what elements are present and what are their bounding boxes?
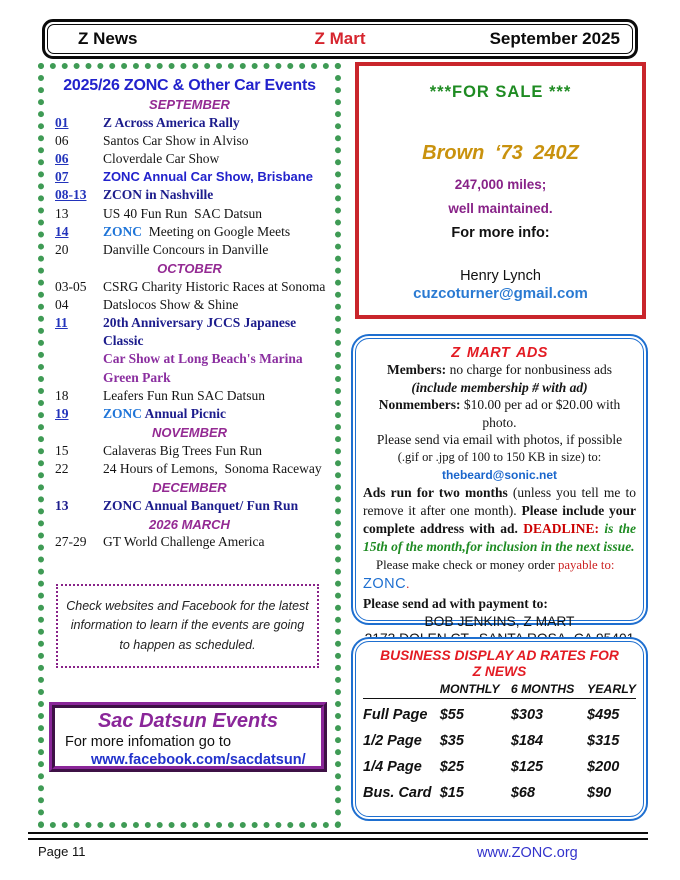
ad-rate-value: $184: [510, 732, 544, 749]
event-row: [44, 168, 335, 186]
page-number: Page 11: [38, 844, 86, 859]
event-date: 13: [55, 205, 69, 221]
event-text: Z Across America Rally: [103, 114, 240, 130]
for-sale-car: Brown ‘73 240Z: [422, 142, 579, 164]
event-row: [44, 150, 335, 168]
ad-rates-box: [351, 637, 648, 821]
event-row: [44, 533, 335, 551]
event-date: 18: [55, 387, 69, 403]
event-date[interactable]: 14: [55, 223, 69, 239]
ad-rates-table: [363, 681, 636, 803]
ad-rate-label: Full Page: [363, 707, 428, 723]
event-row: [44, 497, 335, 515]
ad-rates-column-header: YEARLY: [587, 681, 636, 699]
zmart-ads-line: (.gif or .jpg of 100 to 150 KB in size) to:: [397, 449, 602, 464]
event-date[interactable]: 19: [55, 406, 69, 422]
zmart-ads-lines: [363, 361, 636, 647]
event-date[interactable]: 01: [55, 114, 69, 130]
issue-date: September 2025: [489, 29, 620, 48]
event-row: [44, 314, 335, 350]
ad-rates-row: [363, 699, 636, 725]
zmart-ads-line: Please send via email with photos, if possible: [376, 432, 623, 448]
event-text: Calaveras Big Trees Fun Run: [103, 442, 263, 458]
event-row: [44, 442, 335, 460]
month-heading: OCTOBER: [157, 261, 222, 277]
event-date: 20: [55, 241, 69, 257]
event-text: GT World Challenge America: [103, 534, 265, 550]
event-row: [44, 278, 335, 296]
ad-rate-value: $303: [510, 707, 544, 723]
ad-rates-column-header: MONTHLY: [440, 681, 511, 699]
zmart-ads-line: Please send ad with payment to:: [363, 595, 548, 611]
header-bar: [42, 19, 638, 59]
zmart-ads-line: [363, 467, 636, 483]
month-heading: DECEMBER: [152, 480, 227, 496]
ad-rate-value: $315: [587, 732, 620, 749]
zmart-email-link[interactable]: thebeard@sonic.net: [441, 467, 558, 482]
ad-rates-column-header: [363, 681, 440, 699]
for-sale-miles: 247,000 miles;: [454, 177, 547, 192]
sac-datsun-title: Sac Datsun Events: [97, 710, 279, 732]
for-sale-name: Henry Lynch: [460, 268, 541, 284]
zmart-ads-line: Ads run for two months (unless you tell me to remove it after one month). Please include your complete address with ad. DEADLINE: is the 15th of the month,for inclusion in the next issue.: [363, 484, 636, 554]
month-heading: SEPTEMBER: [149, 97, 230, 112]
for-sale-box: [355, 62, 646, 319]
header-inner: [47, 24, 633, 54]
zonc-website-link[interactable]: www.ZONC.org: [477, 845, 578, 861]
event-date: 13: [55, 497, 69, 513]
event-text: ZONC Annual Car Show, Brisbane: [103, 169, 313, 185]
event-date[interactable]: 07: [55, 169, 69, 185]
events-title: 2025/26 ZONC & Other Car Events: [63, 77, 316, 94]
section-title: Z Mart: [314, 29, 366, 48]
ad-rate-value: $495: [587, 707, 620, 723]
zmart-ads-line: Nonmembers: $10.00 per ad or $20.00 with photo.: [378, 397, 621, 430]
event-text: ZONC Meeting on Google Meets: [103, 223, 291, 239]
event-text: ZCON in Nashville: [103, 187, 214, 203]
zmart-ads-inner: [355, 338, 644, 629]
event-row: [44, 223, 335, 241]
sac-datsun-facebook-link[interactable]: www.facebook.com/sacdatsun/: [91, 752, 306, 768]
footer-rule: [28, 832, 648, 840]
ad-rate-value: $25: [439, 758, 464, 775]
zmart-ads-title: Z MART ADS: [451, 345, 548, 361]
event-text: Leafers Fun Run SAC Datsun: [103, 387, 265, 403]
sac-datsun-box: [49, 702, 327, 772]
zmart-ads-box: [351, 334, 648, 629]
ad-rate-value: $90: [587, 784, 612, 801]
newsletter-name: Z News: [78, 29, 138, 48]
event-text: ZONC Annual Banquet/ Fun Run: [103, 497, 299, 513]
event-continuation: Car Show at Long Beach's Marina Green Park: [103, 351, 303, 385]
zmart-ads-line: BOB JENKINS, Z MART: [424, 613, 575, 629]
for-sale-title: ***FOR SALE ***: [429, 83, 572, 101]
for-sale-info: For more info:: [451, 225, 550, 241]
event-date: 06: [55, 132, 69, 148]
ad-rate-label: 1/4 Page: [363, 758, 422, 775]
event-text: Datslocos Show & Shine: [103, 296, 239, 312]
ad-rates-inner: [355, 641, 644, 817]
event-text: 24 Hours of Lemons, Sonoma Raceway: [103, 460, 322, 476]
zmart-ads-line: (include membership # with ad): [411, 379, 588, 395]
schedule-note-box: [56, 584, 319, 668]
event-text: ZONC Annual Picnic: [103, 406, 227, 422]
event-text: Danville Concours in Danville: [103, 241, 269, 257]
event-row: [44, 186, 335, 204]
event-date: 27-29: [55, 534, 87, 550]
zmart-ads-line: Members: no charge for nonbusiness ads: [386, 362, 613, 377]
ad-rate-label: Bus. Card: [363, 784, 432, 801]
event-date[interactable]: 08-13: [55, 187, 87, 203]
event-text: CSRG Charity Historic Races at Sonoma: [103, 278, 326, 294]
ad-rates-row: [363, 725, 636, 751]
ad-rates-row: [363, 777, 636, 803]
event-date: 22: [55, 460, 69, 476]
ad-rates-row: [363, 751, 636, 777]
event-row: [44, 114, 335, 132]
event-row: [44, 460, 335, 478]
event-row: [44, 405, 335, 423]
event-date: 04: [55, 296, 69, 312]
event-row: [44, 241, 335, 259]
ad-rate-value: $35: [439, 732, 464, 749]
ad-rates-title-line1: BUSINESS DISPLAY AD RATES FOR: [380, 648, 619, 663]
event-date: 03-05: [55, 278, 87, 294]
sac-datsun-info: For more infomation go to: [65, 734, 232, 750]
event-text: Cloverdale Car Show: [103, 150, 220, 166]
ad-rate-value: $55: [439, 707, 464, 723]
zmart-ads-line: Please make check or money order payable to: ZONC.: [363, 557, 615, 592]
event-row: [44, 296, 335, 314]
event-text: 20th Anniversary JCCS Japanese Classic: [103, 315, 300, 349]
event-row: [44, 205, 335, 223]
month-heading: NOVEMBER: [151, 425, 228, 441]
ad-rate-value: $68: [510, 784, 536, 801]
schedule-note-text: Check websites and Facebook for the latest information to learn if the events are going to happen as scheduled.: [66, 598, 309, 652]
event-date: 15: [55, 442, 69, 458]
ad-rate-value: $200: [587, 758, 620, 775]
ad-rates-column-header: 6 MONTHS: [511, 681, 587, 699]
ad-rate-label: 1/2 Page: [363, 732, 422, 749]
event-date[interactable]: 06: [55, 150, 69, 166]
ad-rate-value: $125: [510, 758, 544, 775]
for-sale-maint: well maintained.: [448, 201, 553, 216]
ad-rates-body: [363, 699, 636, 803]
for-sale-email[interactable]: cuzcoturner@gmail.com: [413, 285, 588, 302]
event-row: [44, 132, 335, 150]
events-list: [44, 96, 335, 552]
event-row: [44, 387, 335, 405]
month-heading: 2026 MARCH: [149, 516, 230, 532]
event-text: US 40 Fun Run SAC Datsun: [103, 205, 263, 221]
event-text: Santos Car Show in Alviso: [103, 132, 249, 148]
ad-rates-header-row: [363, 681, 636, 699]
ad-rate-value: $15: [439, 784, 464, 801]
ad-rates-title-line2: Z NEWS: [472, 663, 527, 679]
event-date[interactable]: 11: [55, 315, 68, 331]
